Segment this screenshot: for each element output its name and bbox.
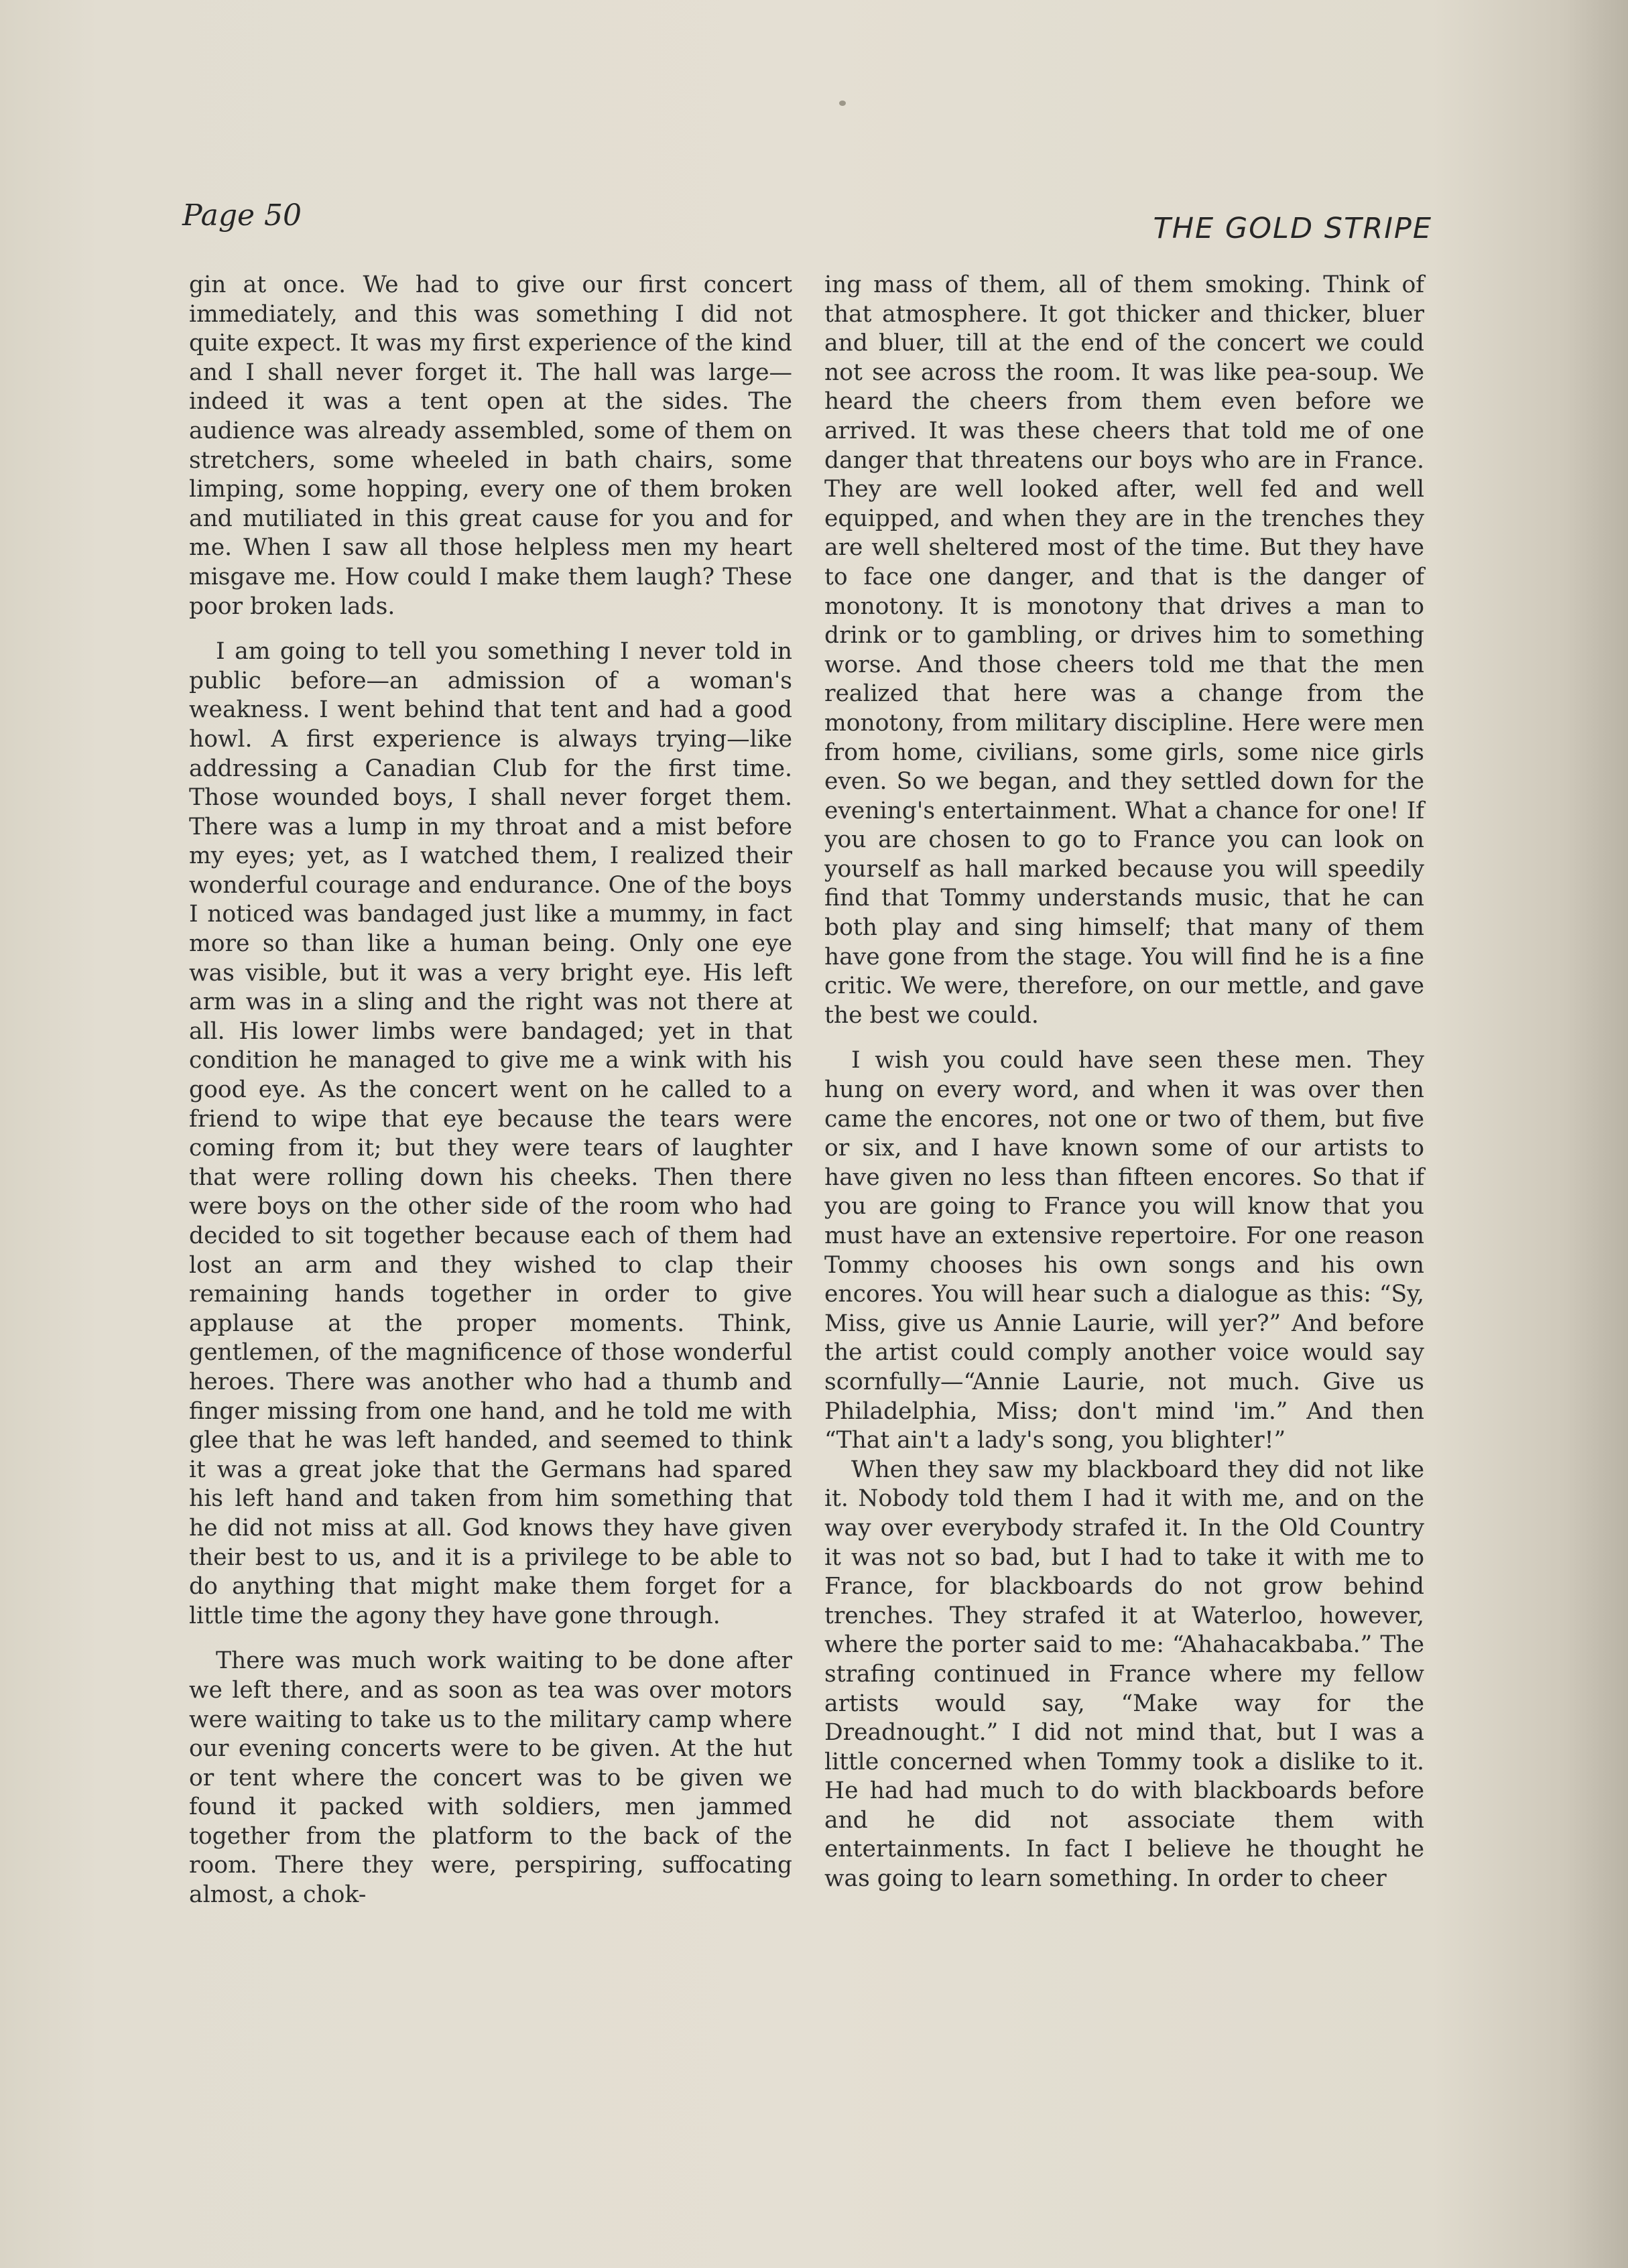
right-column (824, 271, 1424, 1910)
right-paragraph-3: When they saw my blackboard they did not like it. Nobody told them I had it with me, and on the way over everybody strafed it. In the Old Country it was not so bad, but I had to take it with me to France, for blackboards do not grow behind trenches. They strafed it at Waterloo, however, where the porter said to me: “Ahahacakbaba.” The strafing continued in France where my fellow artists would say, “Make way for the Dreadnought.” I did not mind that, but I was a little concerned when Tommy took a dislike to it. He had had much to do with blackboards before and he did not associate them with entertainments. In fact I believe he thought he was going to learn something. In order to cheer (824, 1456, 1424, 1893)
page-number: Page 50 (182, 198, 302, 233)
left-paragraph-2: I am going to tell you something I never told in public before—an admission of a woman's weakness. I went behind that tent and had a good howl. A first experience is always trying—like addressing a Canadian Club for the first time. Those wounded boys, I shall never forget them. There was a lump in my throat and a mist before my eyes; yet, as I watched them, I realized their wonderful courage and endurance. One of the boys I noticed was bandaged just like a mummy, in fact more so than like a human being. Only one eye was visible, but it was a very bright eye. His left arm was in a sling and the right was not there at all. His lower limbs were bandaged; yet in that condition he managed to give me a wink with his good eye. As the concert went on he called to a friend to wipe that eye because the tears were coming from it; but they were tears of laughter that were rolling down his cheeks. Then there were boys on the other side of the room who had decided to sit together because each of them had lost an arm and they wished to clap their remaining hands together in order to give applause at the proper moments. Think, gentlemen, of the magnificence of those wonderful heroes. There was another who had a thumb and finger missing from one hand, and he told me with glee that he was left handed, and seemed to think it was a great joke that the Germans had spared his left hand and taken from him something that he did not miss at all. God knows they have given their best to us, and it is a privilege to be able to do anything that might make them forget for a little time the agony they have gone through. (189, 638, 792, 1629)
right-paragraph-2: I wish you could have seen these men. They hung on every word, and when it was over then came the encores, not one or two of them, but five or six, and I have known some of our artists to have given no less than fifteen encores. So that if you are going to France you will know that you must have an extensive repertoire. For one reason Tommy chooses his own songs and his own encores. You will hear such a dialogue as this: “Sy, Miss, give us Annie Laurie, will yer?” And before the artist could comply another voice would say scornfully—“Annie Laurie, not much. Give us Philadelphia, Miss; don't mind 'im.” And then “That ain't a lady's song, you blighter!” (824, 1047, 1424, 1454)
left-paragraph-3: There was much work waiting to be done after we left there, and as soon as tea was over motors were waiting to take us to the military camp where our evening concerts were to be given. At the hut or tent where the concert was to be given we found it packed with soldiers, men jammed together from the platform to the back of the room. There they were, perspiring, suffocating almost, a chok- (189, 1647, 792, 1909)
right-paragraph-1: ing mass of them, all of them smoking. Think of that atmosphere. It got thicker and thicker, bluer and bluer, till at the end of the concert we could not see across the room. It was like pea-soup. We heard the cheers from them even before we arrived. It was these cheers that told me of one danger that threatens our boys who are in France. They are well looked after, well fed and well equipped, and when they are in the trenches they are well sheltered most of the time. But they have to face one danger, and that is the danger of monotony. It is monotony that drives a man to drink or to gambling, or drives him to something worse. And those cheers told me that the men realized that here was a change from the monotony, from military discipline. Here were men from home, civilians, some girls, some nice girls even. So we began, and they settled down for the evening's entertainment. What a chance for one! If you are chosen to go to France you can look on yourself as hall marked because you will speedily find that Tommy understands music, that he can both play and sing himself; that many of them have gone from the stage. You will find he is a fine critic. We were, therefore, on our mettle, and gave the best we could. (824, 271, 1424, 1029)
running-title: THE GOLD STRIPE (1153, 212, 1432, 245)
ink-speck (839, 101, 846, 106)
left-paragraph-1: gin at once. We had to give our first concert immediately, and this was something I did not quite expect. It was my first experience of the kind and I shall never forget it. The hall was large—indeed it was a tent open at the sides. The audience was already assembled, some of them on stretchers, some wheeled in bath chairs, some limping, some hopping, every one of them broken and mutiliated in this great cause for you and for me. When I saw all those helpless men my heart misgave me. How could I make them laugh? These poor broken lads. (189, 271, 792, 620)
left-column (189, 271, 792, 1926)
